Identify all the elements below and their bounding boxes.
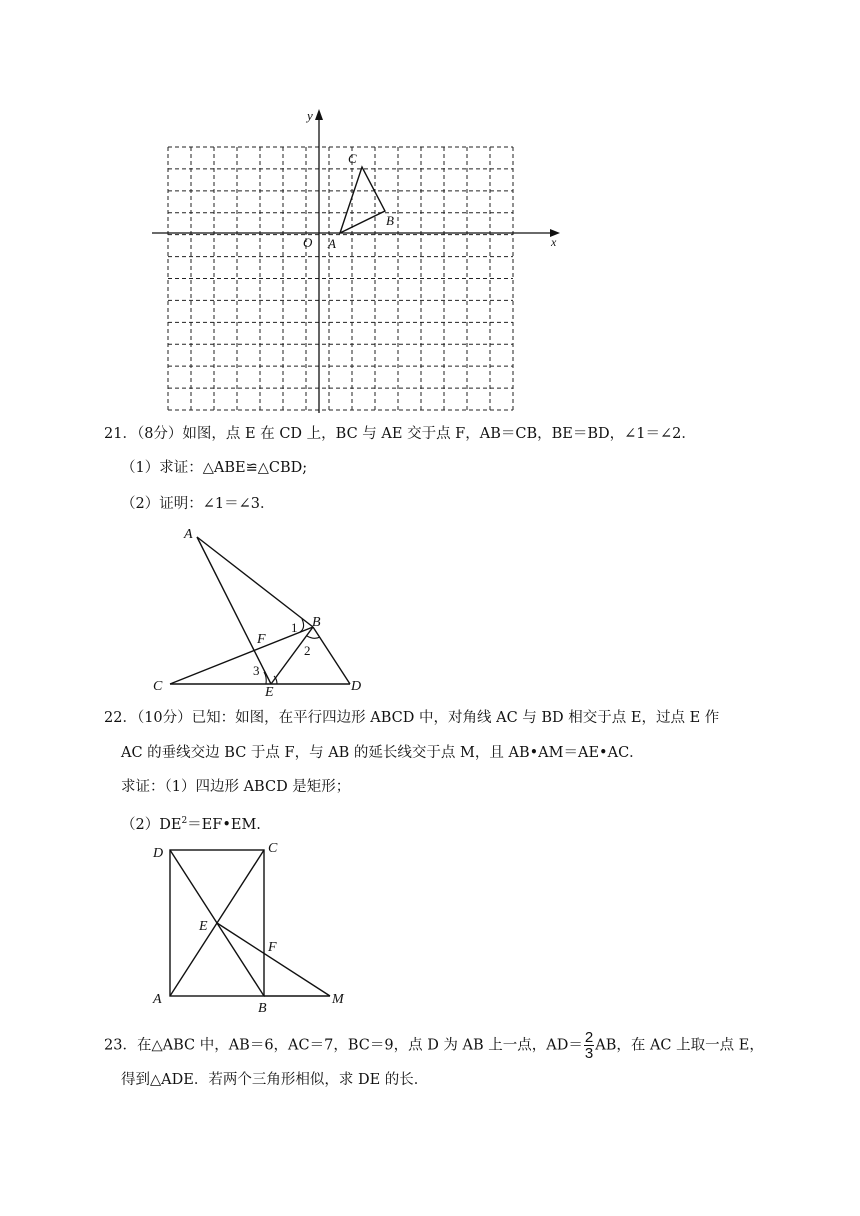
x-axis-label: x bbox=[551, 235, 557, 249]
q22-label-e: E bbox=[199, 919, 208, 934]
q21-label-e: E bbox=[265, 685, 274, 700]
q21-label-angle-2: 2 bbox=[304, 643, 311, 658]
q21-figure bbox=[140, 520, 380, 700]
q23-fraction-numerator: 2 bbox=[584, 1029, 594, 1046]
angle-2-arc bbox=[307, 636, 320, 638]
q23-line1 bbox=[104, 1030, 764, 1061]
q21-stem: 21．（8分）如图，点 E 在 CD 上，BC 与 AE 交于点 F，AB＝CB，BE＝BD，∠1＝∠2． bbox=[104, 426, 696, 442]
triangle-abc bbox=[340, 167, 385, 233]
origin-label: O bbox=[303, 235, 313, 250]
q22-part2-prefix: （2）DE bbox=[121, 816, 182, 833]
q23-fraction bbox=[584, 1030, 594, 1061]
q21-label-a: A bbox=[184, 527, 193, 542]
q22-figure bbox=[140, 836, 360, 1016]
q22-part1: 求证：（1）四边形 ABCD 是矩形； bbox=[121, 779, 351, 795]
q21-label-angle-3: 3 bbox=[253, 663, 260, 678]
q22-stem-line2: AC 的垂线交边 BC 于点 F，与 AB 的延长线交于点 M，且 AB•AM＝AE•AC． bbox=[121, 745, 644, 761]
coordinate-grid-figure bbox=[140, 100, 580, 420]
q22-part2 bbox=[121, 811, 261, 835]
q22-label-m: M bbox=[332, 992, 344, 1007]
q21-part2: （2）证明：∠1＝∠3． bbox=[121, 496, 275, 512]
q23-line2: 得到△ADE．若两个三角形相似，求 DE 的长． bbox=[121, 1072, 429, 1088]
q23-fraction-denominator: 3 bbox=[584, 1045, 594, 1062]
y-axis-arrow-icon bbox=[315, 109, 323, 120]
q22-label-b: B bbox=[258, 1001, 267, 1016]
q21-label-c: C bbox=[153, 679, 163, 694]
angle-1-arc bbox=[300, 619, 304, 632]
segment-em bbox=[217, 923, 330, 996]
q21-label-angle-1: 1 bbox=[291, 620, 298, 635]
point-c-label: C bbox=[348, 151, 357, 166]
q21-label-d: D bbox=[351, 679, 362, 694]
segment-bd bbox=[313, 627, 350, 684]
q22-part2-suffix: ＝EF•EM. bbox=[187, 816, 261, 833]
q22-stem-line1: 22．（10分）已知：如图，在平行四边形 ABCD 中，对角线 AC 与 BD 相交于点 E，过点 E 作 bbox=[104, 710, 720, 726]
point-b-label: B bbox=[386, 213, 394, 228]
q22-label-f: F bbox=[268, 940, 277, 955]
q22-label-c: C bbox=[268, 841, 278, 856]
q21-part1: （1）求证：△ABE≌△CBD; bbox=[121, 460, 308, 476]
point-a-label: A bbox=[328, 236, 336, 251]
segment-ab bbox=[197, 537, 313, 627]
q22-label-a: A bbox=[153, 992, 162, 1007]
q21-label-f: F bbox=[257, 632, 266, 647]
segment-ae bbox=[197, 537, 271, 684]
y-axis-label: y bbox=[307, 108, 313, 123]
q23-line1-suffix: AB，在 AC 上取一点 E， bbox=[595, 1037, 764, 1054]
q23-line1-prefix: 23．在△ABC 中，AB＝6，AC＝7，BC＝9，点 D 为 AB 上一点，AD＝ bbox=[104, 1037, 583, 1054]
q21-label-b: B bbox=[312, 615, 321, 630]
q22-label-d: D bbox=[153, 846, 164, 861]
q22-part2-exponent: 2 bbox=[181, 816, 188, 826]
